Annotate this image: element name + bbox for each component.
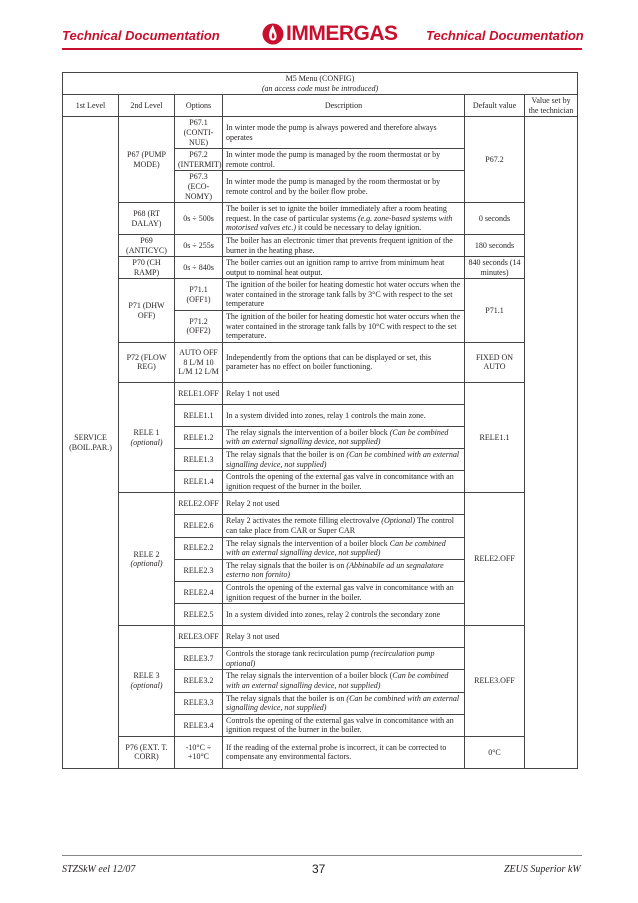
- description-cell: [223, 604, 465, 626]
- second-level-label: P69 (ANTICYC): [126, 235, 167, 255]
- description-text: In a system divided into zones, relay 2 controls the secondary zone: [226, 609, 441, 619]
- option-cell: RELE1.4: [175, 471, 223, 493]
- flame-logo-icon: [262, 22, 284, 46]
- table-row: [63, 257, 578, 279]
- option-cell: RELE3.7: [175, 648, 223, 670]
- option-cell: RELE1.1: [175, 404, 223, 426]
- header-rule: [62, 48, 582, 50]
- description-text: The ignition of the boiler for heating domestic hot water occurs when the water contained in the strorage tank falls by 10°C with respect to the set temperature.: [226, 312, 461, 341]
- second-level-cell: [119, 234, 175, 256]
- description-note: (Optional): [381, 516, 416, 526]
- description-text: The boiler has an electronic timer that prevents frequent ignition of the burner in the heating phase.: [226, 235, 453, 255]
- option-cell: RELE2.OFF: [175, 493, 223, 515]
- default-value-cell: P71.1: [465, 279, 525, 343]
- description-text: Relay 2 activates the remote filling electrovalve: [226, 516, 382, 526]
- description-cell: [223, 171, 465, 203]
- option-cell: -10°C ÷ +10°C: [175, 736, 223, 768]
- description-text: In winter mode the pump is managed by the room thermostat or by remote control.: [226, 150, 441, 169]
- description-note: (Abbinabile ad un segnalatore esterno non fornito): [226, 560, 444, 580]
- description-note: Can be combined with an external signalling device, not supplied): [226, 538, 446, 558]
- description-text: Controls the opening of the external gas valve in concomitance with an ignition request of the burner in the boiler.: [226, 472, 454, 491]
- default-value-cell: RELE1.1: [465, 382, 525, 493]
- second-level-label: P70 (CH RAMP): [132, 258, 161, 277]
- description-tail: The control can take place from CAR or Super CAR: [226, 516, 455, 535]
- second-level-label: P76 (EXT. T. CORR): [125, 742, 168, 762]
- description-cell: [223, 257, 465, 279]
- option-cell: P71.2 (OFF2): [175, 311, 223, 343]
- description-text: If the reading of the external probe is incorrect, it can be corrected to compensate any environmental factors.: [226, 742, 447, 762]
- column-header-technician-value: Value set by the technician: [525, 95, 578, 117]
- description-text: The boiler is set to ignite the boiler immediately after a room heating request. In the case of particular systems: [226, 204, 447, 223]
- description-note: (Can be combined with an external signalling device, not supplied): [226, 693, 460, 713]
- column-header-description: Description: [223, 95, 465, 117]
- table-row: [63, 234, 578, 256]
- default-value-cell: P67.2: [465, 117, 525, 203]
- description-cell: [223, 404, 465, 426]
- table-title: M5 Menu (CONFIG): [285, 74, 355, 83]
- default-value-cell: RELE2.OFF: [465, 493, 525, 626]
- default-value-cell: 840 seconds (14 minutes): [465, 257, 525, 279]
- option-cell: P67.1 (CONTI-NUE): [175, 117, 223, 149]
- first-level-cell: SERVICE (BOIL.PAR.): [63, 117, 119, 769]
- header-right-title: Technical Documentation: [426, 28, 584, 43]
- description-text: The relay signals the intervention of a boiler block: [226, 538, 390, 548]
- second-level-cell: [119, 117, 175, 203]
- description-cell: [223, 648, 465, 670]
- second-level-label: P72 (FLOW REG): [126, 352, 167, 372]
- description-cell: [223, 449, 465, 471]
- second-level-cell: [119, 342, 175, 382]
- table-row: [63, 279, 578, 311]
- description-text: Independently from the options that can be displayed or set, this parameter has no effect on boiler functioning.: [226, 352, 432, 372]
- description-cell: [223, 493, 465, 515]
- description-text: Relay 2 not used: [226, 499, 280, 509]
- description-note: Can be combined with an external signalling device, not supplied): [226, 671, 449, 690]
- table-row: [63, 203, 578, 235]
- description-note: (Can be combined with an external signalling device, not supplied): [226, 450, 460, 469]
- option-cell: RELE2.5: [175, 604, 223, 626]
- second-level-label: P67 (PUMP MODE): [127, 150, 166, 169]
- description-cell: [223, 342, 465, 382]
- second-level-cell: [119, 382, 175, 493]
- footer-document-code: STZSkW eel 12/07: [62, 864, 136, 875]
- description-cell: [223, 203, 465, 235]
- table-row: [63, 493, 578, 515]
- table-row: [63, 342, 578, 382]
- technician-value-cell: [525, 117, 578, 769]
- description-cell: [223, 581, 465, 603]
- default-value-cell: 180 seconds: [465, 234, 525, 256]
- description-text: The relay signals that the boiler is on: [226, 693, 347, 703]
- option-cell: 0s ÷ 500s: [175, 203, 223, 235]
- option-cell: RELE2.4: [175, 581, 223, 603]
- description-text: Relay 1 not used: [226, 388, 280, 398]
- default-value-cell: 0°C: [465, 736, 525, 768]
- description-text: The boiler carries out an ignition ramp to arrive from minimum heat output to nominal heat output.: [226, 258, 445, 277]
- option-cell: AUTO OFF 8 L/M 10 L/M 12 L/M: [175, 342, 223, 382]
- description-cell: [223, 692, 465, 714]
- option-cell: 0s ÷ 840s: [175, 257, 223, 279]
- description-text: The relay signals the intervention of a boiler block (: [226, 671, 393, 681]
- second-level-cell: [119, 203, 175, 235]
- column-header-2nd-level: 2nd Level: [119, 95, 175, 117]
- footer-rule: [62, 855, 582, 856]
- default-value-cell: 0 seconds: [465, 203, 525, 235]
- option-cell: 0s ÷ 255s: [175, 234, 223, 256]
- description-cell: [223, 670, 465, 692]
- column-header-options: Options: [175, 95, 223, 117]
- second-level-cell: [119, 257, 175, 279]
- second-level-cell: [119, 736, 175, 768]
- description-text: The relay signals that the boiler is on: [226, 450, 347, 460]
- description-tail: it could be necessary to delay ignition.: [295, 223, 422, 233]
- description-text: The relay signals the intervention of a boiler block: [226, 427, 390, 437]
- description-text: In a system divided into zones, relay 1 controls the main zone.: [226, 410, 426, 420]
- option-cell: RELE3.OFF: [175, 626, 223, 648]
- second-level-label: RELE 2: [133, 549, 160, 559]
- page-number: 37: [312, 862, 326, 876]
- description-cell: [223, 471, 465, 493]
- immergas-logo: [262, 21, 398, 47]
- second-level-label: RELE 3: [133, 671, 160, 681]
- second-level-cell: [119, 279, 175, 343]
- option-cell: RELE2.6: [175, 515, 223, 537]
- second-level-cell: [119, 493, 175, 626]
- description-cell: [223, 117, 465, 149]
- description-cell: [223, 279, 465, 311]
- table-row: [63, 117, 578, 149]
- option-cell: RELE3.3: [175, 692, 223, 714]
- description-cell: [223, 537, 465, 559]
- logo-text: IMMERGAS: [286, 22, 398, 45]
- option-cell: RELE1.3: [175, 449, 223, 471]
- second-level-label: P68 (RT DALAY): [131, 208, 162, 228]
- second-level-label: P71 (DHW OFF): [128, 300, 165, 320]
- option-cell: P67.2 (INTERMIT): [175, 149, 223, 171]
- option-cell: RELE3.4: [175, 714, 223, 736]
- option-cell: RELE2.2: [175, 537, 223, 559]
- option-cell: P71.1 (OFF1): [175, 279, 223, 311]
- description-cell: [223, 234, 465, 256]
- second-level-note: (optional): [130, 559, 163, 569]
- description-cell: [223, 426, 465, 448]
- table-row: [63, 736, 578, 768]
- option-cell: RELE3.2: [175, 670, 223, 692]
- page-header: [0, 0, 638, 64]
- option-cell: RELE1.OFF: [175, 382, 223, 404]
- description-cell: [223, 736, 465, 768]
- description-text: The ignition of the boiler for heating domestic hot water occurs when the water contained in the strorage tank falls by 3°C with respect to the set temperature: [226, 280, 461, 309]
- description-cell: [223, 515, 465, 537]
- default-value-cell: FIXED ON AUTO: [465, 342, 525, 382]
- default-value-cell: RELE3.OFF: [465, 626, 525, 737]
- description-note: (Can be combined with an external signalling device, not supplied): [226, 427, 449, 447]
- config-menu-table: [62, 72, 578, 769]
- description-cell: [223, 311, 465, 343]
- description-text: In winter mode the pump is managed by the room thermostat or by remote control and by the boiler flow probe.: [226, 177, 441, 196]
- description-cell: [223, 559, 465, 581]
- description-cell: [223, 714, 465, 736]
- description-text: In winter mode the pump is always powered and therefore always operates: [226, 123, 437, 142]
- description-text: Controls the opening of the external gas valve in concomitance with an ignition request of the burner in the boiler.: [226, 715, 454, 735]
- second-level-note: (optional): [130, 681, 163, 691]
- table-title-cell: [63, 73, 578, 95]
- description-text: Controls the storage tank recirculation pump: [226, 649, 371, 659]
- description-note: (recirculation pump optional): [226, 649, 435, 668]
- column-header-default-value: Default value: [465, 95, 525, 117]
- description-cell: [223, 626, 465, 648]
- second-level-note: (optional): [130, 437, 163, 447]
- column-header-1st-level: 1st Level: [63, 95, 119, 117]
- second-level-label: RELE 1: [133, 428, 160, 438]
- option-cell: P67.3 (ECO-NOMY): [175, 171, 223, 203]
- table-subtitle: (an access code must be introduced): [261, 83, 379, 93]
- table-row: [63, 382, 578, 404]
- description-cell: [223, 382, 465, 404]
- header-left-title: Technical Documentation: [62, 28, 220, 43]
- description-text: Relay 3 not used: [226, 631, 280, 641]
- table-row: [63, 626, 578, 648]
- description-text: The relay signals that the boiler is on: [226, 560, 347, 570]
- option-cell: RELE1.2: [175, 426, 223, 448]
- description-cell: [223, 149, 465, 171]
- description-text: Controls the opening of the external gas valve in concomitance with an ignition request of the burner in the boiler.: [226, 582, 454, 602]
- second-level-cell: [119, 626, 175, 737]
- description-note: (e.g. zone-based systems with motorised valves etc.): [226, 213, 453, 233]
- option-cell: RELE2.3: [175, 559, 223, 581]
- footer-product-name: ZEUS Superior kW: [504, 864, 581, 875]
